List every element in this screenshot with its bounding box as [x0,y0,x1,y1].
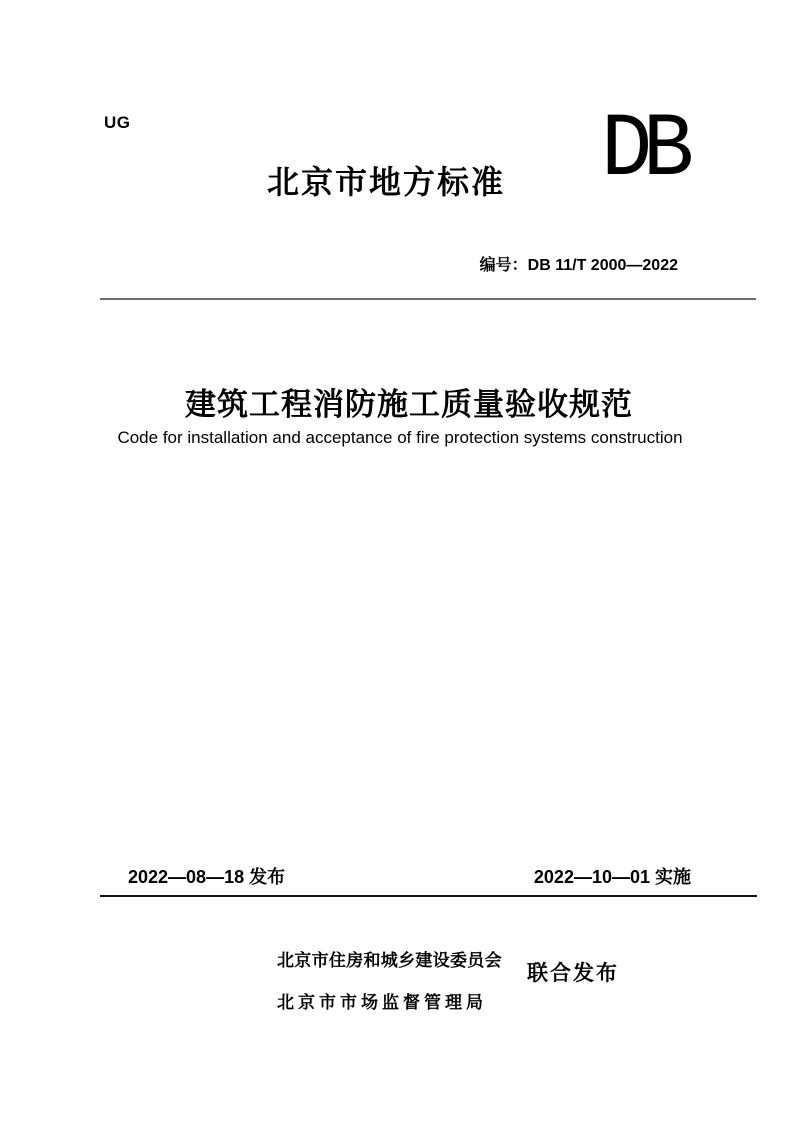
effective-date: 2022—10—01 实施 [533,867,691,887]
publisher-secondary: 北京市市场监督管理局 [277,993,487,1012]
document-title-chinese: 建筑工程消防施工质量验收规范 [185,387,633,422]
joint-release-label: 联合发布 [527,962,619,985]
db-logo: DB [601,100,685,202]
document-title-english: Code for installation and acceptance of fire protection systems construction [117,428,683,447]
corner-mark: UG [104,113,131,132]
header-rule [100,298,756,300]
publisher-primary: 北京市住房和城乡建设委员会 [277,951,502,970]
standard-category-heading: 北京市地方标准 [266,164,505,200]
issue-date: 2022—08—18 发布 [128,867,286,887]
standard-number: 编号：DB 11/T 2000—2022 [479,257,678,274]
footer-rule [100,895,757,897]
